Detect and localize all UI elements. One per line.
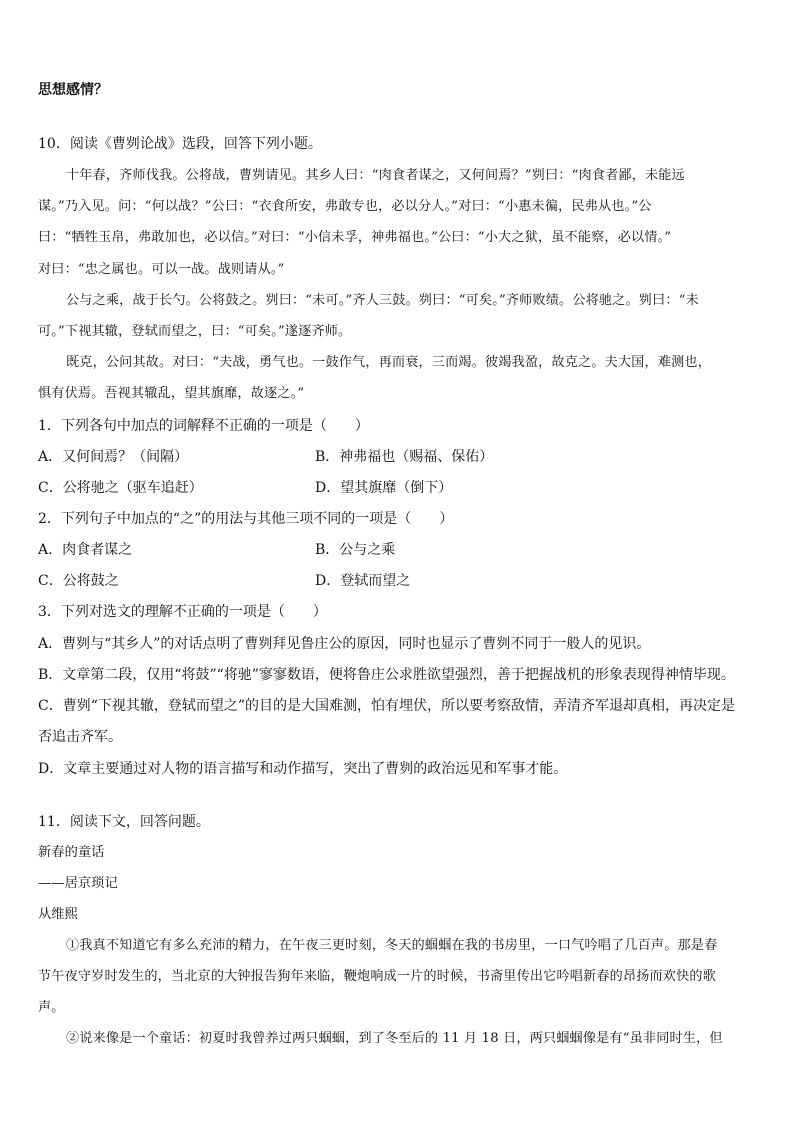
passage-line-6: 可。”下视其辙，登轼而望之，曰：“可矣。”遂逐齐师。 xyxy=(38,324,352,339)
passage-line-4: 对曰：“忠之属也。可以一战。战则请从。” xyxy=(38,262,285,277)
article-paragraph-2-line-1: ②说来像是一个童话：初夏时我曾养过两只蝈蝈，到了冬至后的 11 月 18 日，两只蝈蝈像是有“虽非同时生，但 xyxy=(66,1031,723,1046)
subquestion-3-option-c-line-2: 否追击齐军。 xyxy=(38,729,122,745)
passage-line-1: 十年春，齐师伐我。公将战，曹刿请见。其乡人曰：“肉食者谋之，又何间焉？”刿曰：“肉食者鄙，未能远 xyxy=(66,168,685,183)
article-author: 从维熙 xyxy=(38,907,78,922)
passage-line-8: 惧有伏焉。吾视其辙乱，望其旗靡，故逐之。” xyxy=(38,386,305,401)
article-paragraph-1-line-1: ①我真不知道它有多么充沛的精力，在午夜三更时刻，冬天的蝈蝈在我的书房里，一口气吟唱了几百声。那是春 xyxy=(66,938,718,953)
subquestion-2-option-b: B．公与之乘 xyxy=(315,542,396,558)
article-subtitle: ——居京琐记 xyxy=(38,876,118,891)
subquestion-1-option-a: A．又何间焉？（间隔） xyxy=(38,449,189,465)
subquestion-1-option-c: C．公将驰之（驱车追赶） xyxy=(38,480,203,496)
subquestion-3-option-b: B．文章第二段，仅用“将鼓”“将驰”寥寥数语，便将鲁庄公求胜欲望强烈，善于把握战机的形象表现得神情毕现。 xyxy=(38,667,735,683)
subquestion-3-option-c-line-1: C．曹刿“下视其辙，登轼而望之”的目的是大国难测，怕有埋伏，所以要考察敌情，弄清齐军退却真相，再决定是 xyxy=(38,698,736,714)
subquestion-2-option-d: D．登轼而望之 xyxy=(315,573,411,589)
article-title: 新春的童话 xyxy=(38,845,105,860)
question-10-heading: 10．阅读《曹刿论战》选段，回答下列小题。 xyxy=(38,136,322,152)
subquestion-1-option-d: D．望其旗靡（倒下） xyxy=(315,480,453,496)
continued-question-text: 思想感情？ xyxy=(38,82,108,98)
passage-line-7: 既克，公问其故。对曰：“夫战，勇气也。一鼓作气，再而衰，三而竭。彼竭我盈，故克之。夫大国，难测也， xyxy=(66,355,711,370)
subquestion-2-option-c: C．公将鼓之 xyxy=(38,573,119,589)
passage-line-2: 谋。”乃入见。问：“何以战？”公曰：“衣食所安，弗敢专也，必以分人。”对曰：“小惠未徧，民弗从也。”公 xyxy=(38,199,652,214)
subquestion-3-option-d: D．文章主要通过对人物的语言描写和动作描写，突出了曹刿的政治远见和军事才能。 xyxy=(38,761,568,777)
question-11-heading: 11．阅读下文，回答问题。 xyxy=(38,814,210,830)
subquestion-1: 1．下列各句中加点的词解释不正确的一项是（ ） xyxy=(38,418,369,434)
subquestion-2: 2．下列句子中加点的“之”的用法与其他三项不同的一项是（ ） xyxy=(38,511,454,527)
article-paragraph-1-line-3: 声。 xyxy=(38,1000,65,1015)
article-paragraph-1-line-2: 节午夜守岁时发生的，当北京的大钟报告狗年来临，鞭炮响成一片的时候，书斋里传出它吟唱新春的昂扬而欢快的歌 xyxy=(38,969,716,984)
subquestion-3-option-a: A．曹刿与“其乡人”的对话点明了曹刿拜见鲁庄公的原因，同时也显示了曹刿不同于一般人的见识。 xyxy=(38,636,651,652)
subquestion-3: 3．下列对选文的理解不正确的一项是（ ） xyxy=(38,604,327,620)
passage-line-5: 公与之乘，战于长勺。公将鼓之。刿曰：“未可。”齐人三鼓。刿曰：“可矣。”齐师败绩。公将驰之。刿曰：“未 xyxy=(66,293,699,308)
passage-line-3: 曰：“牺牲玉帛，弗敢加也，必以信。”对曰：“小信未孚，神弗福也。”公曰：“小大之狱，虽不能察，必以情。” xyxy=(38,230,672,245)
subquestion-1-option-b: B．神弗福也（赐福、保佑） xyxy=(315,449,494,465)
subquestion-2-option-a: A．肉食者谋之 xyxy=(38,542,133,558)
